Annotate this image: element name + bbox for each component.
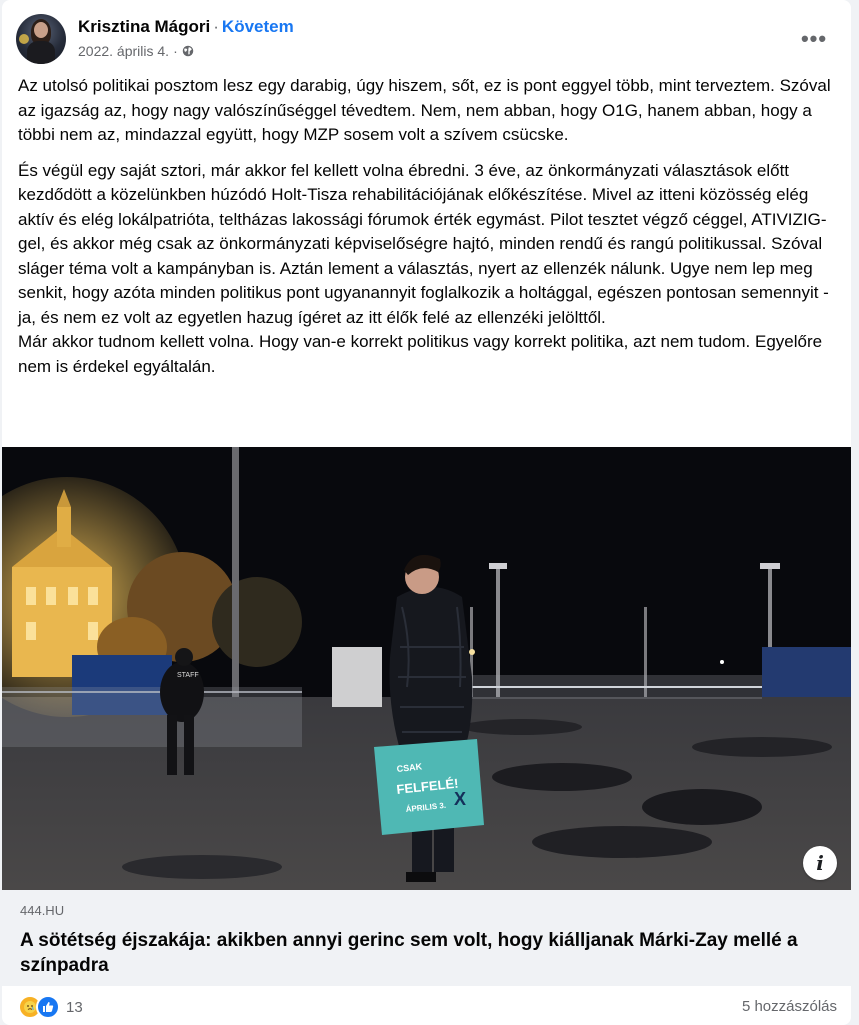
sign-line-1: CSAK: [396, 761, 423, 774]
info-icon-label: i: [816, 851, 824, 875]
post-paragraph-1: Az utolsó politikai posztom lesz egy darabig, úgy hiszem, sőt, ez is pont eggyel több, mint terveztem. Szóval az igazság az, hogy nagy valószínűséggel tévedtem. Nem, nem abban, hogy O1G, hanem abban, hogy a többi nem az, mindazzal együtt, hogy MZP sosem volt a szívem csücske.: [18, 76, 831, 144]
follow-button[interactable]: Követem: [221, 17, 294, 36]
reaction-count: 13: [66, 998, 83, 1016]
date-separator: ·: [173, 43, 178, 59]
sign-x-mark: X: [454, 789, 467, 809]
post-header: [16, 12, 837, 66]
post-paragraph-2: És végül egy saját sztori, már akkor fel kellett volna ébredni. 3 éve, az önkormányzati választások előtt kezdődött a közelünkben húzódó Holt-Tisza rehabilitációjának előkészítése. Mivel az itteni közösség elég aktív és elég lokálpatrióta, teltházas lakossági fórumok érték egymást. Pilot tesztet végző céggel, ATIVIZIG-gel, és akkor még csak az önkormányzati képviselőségre hajtó, minden rendű és rangú politikussal. Szóval sláger téma volt a kampányban is. Aztán lement a választás, nyert az ellenzék nálunk. Ugye nem lep meg senkit, hogy azóta minden politikus pont ugyanannyit foglalkozik a holtággal, egészen pontosan semennyit - ja, és nem ez volt az egyetlen hazug ígéret az itt élők felé az ellenzéki jelölttől.: [18, 160, 829, 327]
globe-icon[interactable]: [182, 45, 194, 57]
author-name[interactable]: Krisztina Mágori: [78, 17, 211, 36]
campaign-sign: [374, 739, 484, 835]
staff-jacket-text: STAFF: [177, 672, 199, 679]
post-card: [2, 0, 851, 1025]
post-text: [18, 74, 844, 379]
comments-link[interactable]: 5 hozzászólás: [741, 998, 837, 1015]
more-options-button[interactable]: [799, 24, 829, 54]
post-meta: [78, 43, 194, 59]
post-paragraph-3: Már akkor tudnom kellett volna. Hogy van-e korrekt politikus vagy korrekt politika, azt nem tudom. Egyelőre nem is érdekel egyáltalán.: [18, 332, 823, 376]
like-icon: [36, 995, 60, 1019]
post-photo[interactable]: [2, 447, 851, 890]
post-footer: [2, 986, 851, 1025]
night-scene-illustration: [2, 447, 851, 890]
link-preview[interactable]: [2, 890, 851, 986]
post-date[interactable]: 2022. április 4.: [78, 43, 170, 59]
info-icon[interactable]: [803, 846, 837, 880]
author-row: [78, 17, 294, 37]
author-avatar[interactable]: [16, 14, 66, 64]
name-separator: ·: [213, 17, 219, 36]
link-title[interactable]: A sötétség éjszakája: akikben annyi gerinc sem volt, hogy kiálljanak Márki-Zay mellé a színpadra: [20, 930, 798, 976]
more-options-icon: •••: [800, 26, 828, 51]
link-domain: 444.HU: [20, 903, 65, 918]
sign-line-3: ÁPRILIS 3.: [405, 800, 447, 814]
reactions-summary[interactable]: [18, 995, 83, 1019]
sign-line-2: FELFELÉ!: [395, 775, 460, 797]
